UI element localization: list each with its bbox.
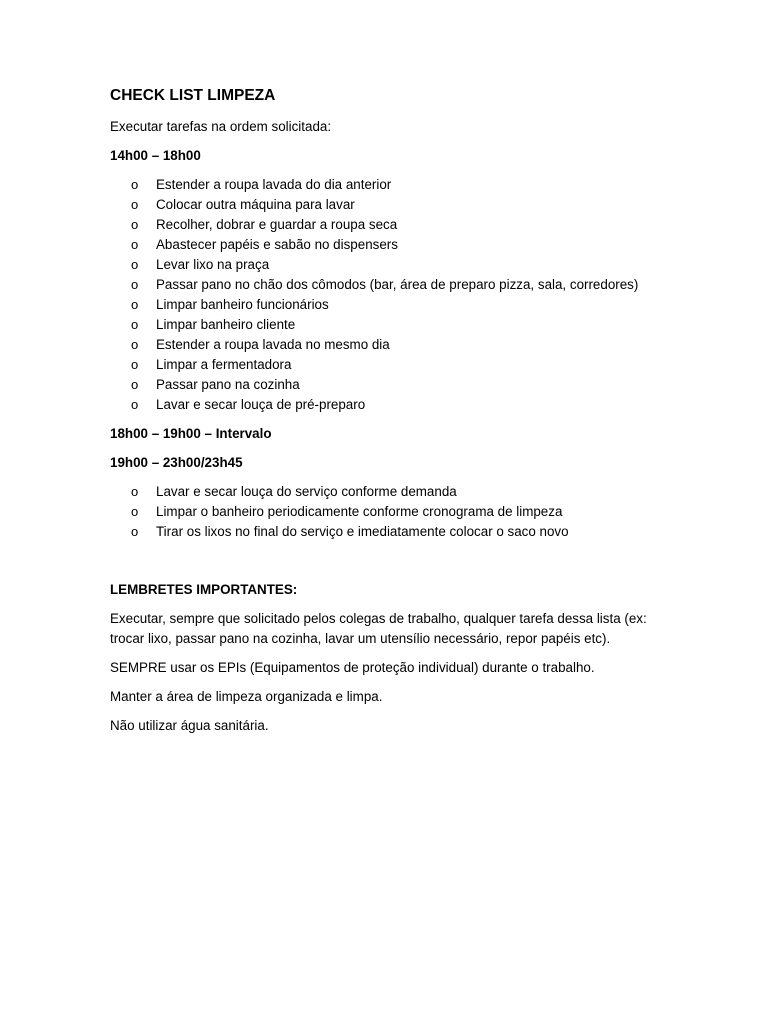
bullet-icon: o: [131, 257, 139, 272]
list-item: [110, 255, 670, 275]
list-item: [110, 195, 670, 215]
evening-task-list: [110, 482, 670, 542]
section-heading-afternoon: 14h00 – 18h00: [110, 148, 201, 163]
list-item: [110, 522, 670, 542]
list-item-text: Limpar banheiro cliente: [156, 317, 296, 332]
list-item-text: Tirar os lixos no final do serviço e imediatamente colocar o saco novo: [156, 524, 569, 539]
reminders-heading: LEMBRETES IMPORTANTES:: [110, 582, 298, 597]
list-item-text: Limpar a fermentadora: [156, 357, 292, 372]
bullet-icon: o: [131, 217, 139, 232]
list-item-text: Passar pano na cozinha: [156, 377, 300, 392]
bullet-icon: o: [131, 197, 139, 212]
bullet-icon: o: [131, 277, 139, 292]
list-item: [110, 175, 670, 195]
list-item: [110, 235, 670, 255]
list-item: [110, 355, 670, 375]
list-item-text: Levar lixo na praça: [156, 257, 270, 272]
bullet-icon: o: [131, 377, 139, 392]
list-item-text: Recolher, dobrar e guardar a roupa seca: [156, 217, 398, 232]
reminder-paragraph: Manter a área de limpeza organizada e limpa.: [110, 689, 383, 704]
list-item: [110, 335, 670, 355]
list-item-text: Estender a roupa lavada do dia anterior: [156, 177, 392, 192]
bullet-icon: o: [131, 317, 139, 332]
list-item-text: Lavar e secar louça do serviço conforme demanda: [156, 484, 457, 499]
reminder-paragraph: SEMPRE usar os EPIs (Equipamentos de proteção individual) durante o trabalho.: [110, 660, 595, 675]
list-item: [110, 315, 670, 335]
list-item: [110, 482, 670, 502]
bullet-icon: o: [131, 397, 139, 412]
list-item: [110, 502, 670, 522]
list-item-text: Limpar banheiro funcionários: [156, 297, 329, 312]
list-item-text: Colocar outra máquina para lavar: [156, 197, 355, 212]
list-item: [110, 375, 670, 395]
list-item-text: Abastecer papéis e sabão no dispensers: [156, 237, 398, 252]
section-heading-break: 18h00 – 19h00 – Intervalo: [110, 426, 272, 441]
list-item-text: Lavar e secar louça de pré-preparo: [156, 397, 366, 412]
reminder-paragraph: Não utilizar água sanitária.: [110, 718, 269, 733]
reminder-paragraph: Executar, sempre que solicitado pelos colegas de trabalho, qualquer tarefa dessa lista (ex: trocar lixo, passar pano na cozinha, lavar um utensílio necessário, repor papéis etc).: [110, 611, 647, 646]
list-item-text: Estender a roupa lavada no mesmo dia: [156, 337, 390, 352]
bullet-icon: o: [131, 357, 139, 372]
document-title: CHECK LIST LIMPEZA: [110, 87, 276, 104]
bullet-icon: o: [131, 337, 139, 352]
section-heading-evening: 19h00 – 23h00/23h45: [110, 455, 243, 470]
list-item: [110, 295, 670, 315]
bullet-icon: o: [131, 484, 139, 499]
bullet-icon: o: [131, 524, 139, 539]
bullet-icon: o: [131, 504, 139, 519]
list-item: [110, 215, 670, 235]
list-item-text: Limpar o banheiro periodicamente conforme cronograma de limpeza: [156, 504, 563, 519]
list-item-text: Passar pano no chão dos cômodos (bar, área de preparo pizza, sala, corredores): [156, 277, 639, 292]
intro-text: Executar tarefas na ordem solicitada:: [110, 119, 332, 134]
bullet-icon: o: [131, 237, 139, 252]
afternoon-task-list: [110, 175, 670, 415]
list-item: [110, 275, 670, 295]
bullet-icon: o: [131, 177, 139, 192]
bullet-icon: o: [131, 297, 139, 312]
document-page: [110, 86, 670, 736]
list-item: [110, 395, 670, 415]
